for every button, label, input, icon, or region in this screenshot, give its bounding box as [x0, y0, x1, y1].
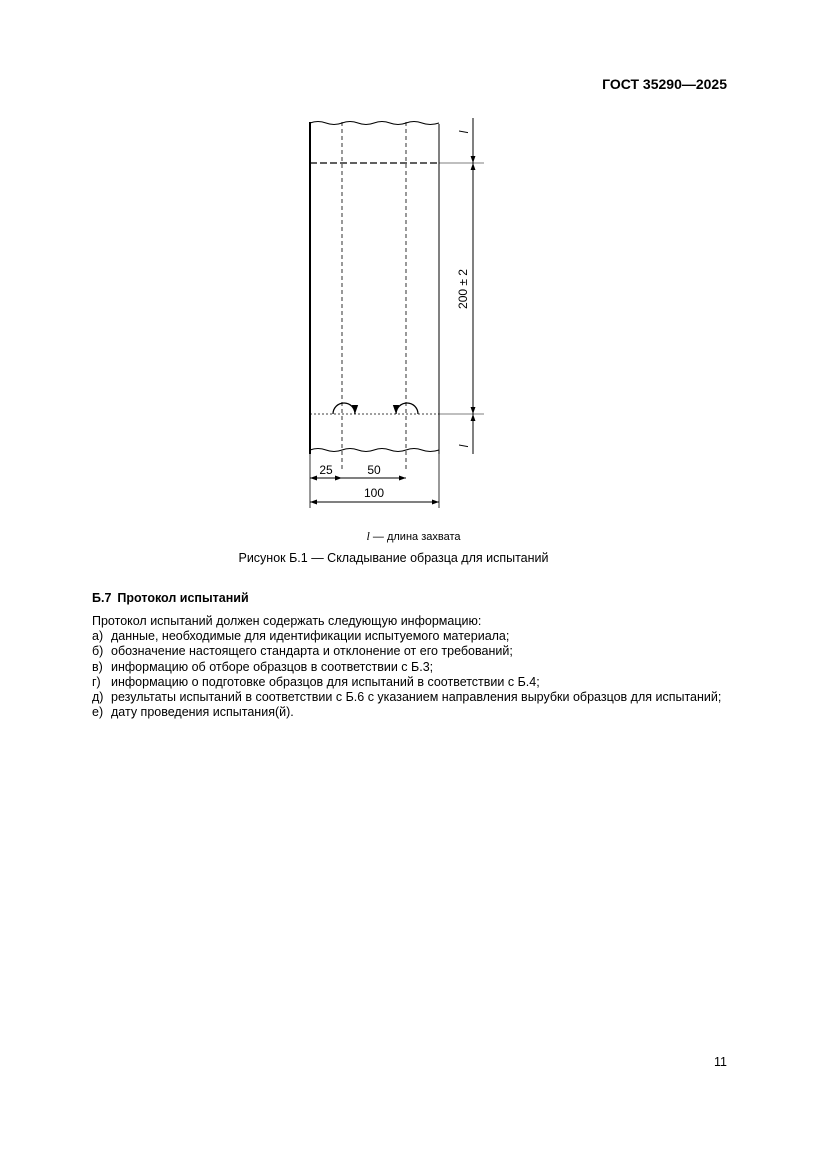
specimen-folding-figure — [290, 112, 510, 522]
list-marker: е) — [92, 705, 104, 720]
list-item — [92, 644, 742, 659]
list-item-text: информацию о подготовке образцов для испытаний в соответствии с Б.4; — [111, 674, 540, 689]
figure-legend — [0, 529, 827, 544]
dim-100-label: 100 — [363, 486, 385, 500]
section-heading — [92, 591, 249, 605]
fold-arrow-left-icon — [333, 403, 355, 414]
dim-50-label: 50 — [367, 463, 381, 477]
list-item — [92, 705, 742, 720]
length-label: 200 ± 2 — [456, 269, 470, 309]
list-marker: б) — [92, 644, 104, 659]
grip-top-label: l — [457, 130, 471, 134]
list-item-text: обозначение настоящего стандарта и отклонение от его требований; — [111, 644, 513, 659]
bottom-break-line — [310, 449, 439, 452]
section-number: Б.7 — [92, 591, 112, 605]
specimen-drawing — [290, 112, 510, 522]
list-item — [92, 675, 742, 690]
page-number: 11 — [714, 1055, 727, 1069]
document-header: ГОСТ 35290—2025 — [602, 76, 727, 92]
figure-caption: Рисунок Б.1 — Складывание образца для испытаний — [238, 551, 549, 565]
list-marker: г) — [92, 674, 101, 689]
list-marker: в) — [92, 659, 103, 674]
list-item-text: информацию об отборе образцов в соответствии с Б.3; — [111, 659, 434, 674]
section-intro: Протокол испытаний должен содержать следующую информацию: — [92, 614, 482, 628]
section-body — [92, 614, 742, 720]
list-marker: а) — [92, 629, 104, 644]
list-marker: д) — [92, 690, 104, 705]
list-item — [92, 690, 742, 705]
top-break-line — [310, 122, 439, 125]
fold-arrow-right-icon — [396, 403, 418, 414]
list-item — [92, 660, 742, 675]
legend-symbol: l — [366, 529, 370, 543]
list-item — [92, 629, 742, 644]
dim-25-label: 25 — [319, 463, 333, 477]
section-title: Протокол испытаний — [117, 591, 249, 605]
list-item-text: данные, необходимые для идентификации испытуемого материала; — [111, 629, 510, 644]
grip-bottom-label: l — [457, 444, 471, 448]
list-item-text: результаты испытаний в соответствии с Б.6 с указанием направления вырубки образцов для испытаний; — [111, 690, 722, 705]
legend-text: — длина захвата — [372, 531, 461, 543]
list-item-text: дату проведения испытания(й). — [111, 705, 294, 720]
